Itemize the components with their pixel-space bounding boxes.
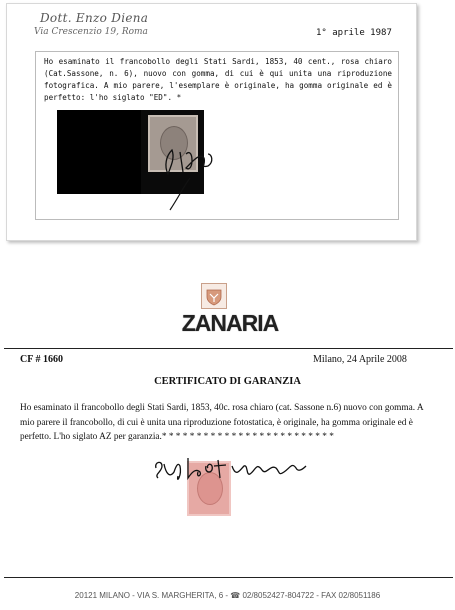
divider: [4, 577, 453, 578]
brand-logo-text: ZANARIA: [181, 310, 279, 336]
certificate-title: CERTIFICATO DI GARANZIA: [154, 376, 301, 387]
letterhead-address: Via Crescenzio 19, Roma: [34, 27, 148, 37]
signature-ed: [150, 122, 230, 217]
crest-icon: [201, 283, 227, 309]
certificate-date: 1° aprile 1987: [316, 28, 392, 38]
letterhead-name: Dott. Enzo Diena: [40, 11, 149, 25]
place-date: Milano, 24 Aprile 2008: [313, 354, 407, 365]
footer-address: 20121 MILANO - VIA S. MARGHERITA, 6 - ☎ 02/8052427-804722 - FAX 02/8051186: [74, 591, 381, 600]
signature-az: [152, 452, 312, 488]
black-mount: [57, 110, 141, 194]
certificate-number: CF # 1660: [20, 354, 63, 365]
divider: [4, 348, 453, 349]
certificate-text: Ho esaminato il francobollo degli Stati Sardi, 1853, 40c. rosa chiaro (cat. Sassone n.6) nuovo con gomma. A mio parere il francobollo, di cui è unita una riproduzione fotostatica, è originale, ha gomma originale ed è perfetto. L'ho siglato AZ per garanzia.* * * * * * * * * * * * * * * * * * * * * * * * *: [20, 403, 424, 442]
certificate-text: Ho esaminato il francobollo degli Stati Sardi, 1853, 40 cent., rosa chiaro (Cat.Sassone, n. 6), nuovo con gomma, di cui è qui unita una riproduzione fotografica. A mio parere, l'esemplare è originale, ha gomma originale ed è perfetto: l'ho siglato "ED". *: [44, 57, 392, 102]
